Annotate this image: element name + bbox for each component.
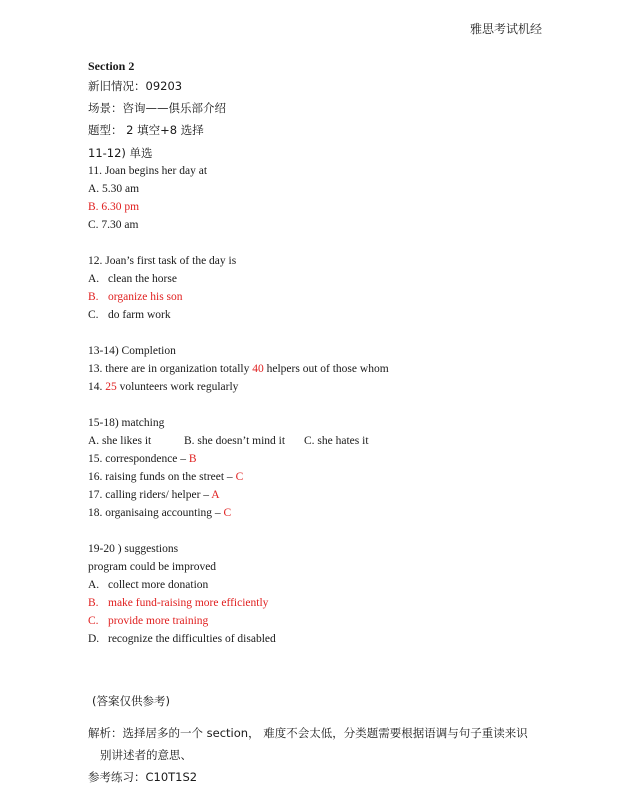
info-new-old: 新旧情况：09203 [88, 79, 183, 93]
q19-20-heading: 19-20 ) suggestions [88, 543, 179, 555]
q18-answer: C [223, 507, 232, 519]
q12-option-a [88, 270, 608, 288]
q19-20-option-a [88, 576, 608, 594]
q18-text: 18. organisaing accounting – [88, 507, 224, 519]
q14-before: 14. [88, 381, 106, 393]
option-letter: D. [88, 633, 100, 645]
q12-option-b-answer [88, 288, 608, 306]
analysis-line-1: 解析：选择居多的一个 section， 难度不会太低，分类题需要根据语调与句子重读来识 [88, 726, 528, 740]
option-text: do farm work [108, 309, 171, 321]
practice-reference: 参考练习：C10T1S2 [88, 770, 198, 784]
q14-after: volunteers work regularly [116, 381, 239, 393]
q19-20-option-d [88, 630, 608, 648]
q19-20-option-b-answer [88, 594, 608, 612]
info-scene: 场景：咨询——俱乐部介绍 [88, 101, 226, 115]
option-text: organize his son [108, 291, 183, 303]
choice-b: B. she doesn’t mind it [184, 435, 286, 447]
q13-14-heading: 13-14) Completion [88, 345, 176, 357]
page-header-title: 雅思考试机经 [470, 22, 543, 36]
option-text: clean the horse [108, 273, 177, 285]
q15-answer: B [188, 453, 197, 465]
analysis-line-2: 别讲述者的意思、 [100, 748, 192, 762]
q11-question: 11. Joan begins her day at [88, 165, 208, 177]
q16-answer: C [235, 471, 244, 483]
q17-text: 17. calling riders/ helper – [88, 489, 212, 501]
section-title: Section 2 [88, 59, 135, 73]
q16-line [88, 468, 608, 486]
q17-line [88, 486, 608, 504]
q19-20-option-c-answer [88, 612, 608, 630]
q11-12-heading: 11-12) 单选 [88, 146, 153, 160]
option-text: make fund-raising more efficiently [108, 597, 269, 609]
option-letter: C. [88, 615, 99, 627]
q19-20-stem: program could be improved [88, 561, 217, 573]
q12-question: 12. Joan’s first task of the day is [88, 255, 237, 267]
choice-c: C. she hates it [304, 435, 369, 447]
q11-option-a: A. 5.30 am [88, 183, 140, 195]
q15-text: 15. correspondence – [88, 453, 189, 465]
q15-18-heading: 15-18) matching [88, 417, 165, 429]
q12-option-c [88, 306, 608, 324]
option-text: recognize the difficulties of disabled [108, 633, 276, 645]
option-letter: A. [88, 579, 100, 591]
option-letter: B. [88, 291, 99, 303]
q11-option-c: C. 7.30 am [88, 219, 139, 231]
q15-18-choices [88, 432, 608, 450]
q13-line [88, 360, 608, 378]
q14-line [88, 378, 608, 396]
q15-line [88, 450, 608, 468]
q13-before: 13. there are in organization totally [88, 363, 253, 375]
option-letter: B. [88, 597, 99, 609]
option-text: provide more training [108, 615, 209, 627]
q13-after: helpers out of those whom [263, 363, 389, 375]
option-letter: C. [88, 309, 99, 321]
q13-answer: 40 [252, 363, 264, 375]
option-letter: A. [88, 273, 100, 285]
info-type: 题型： 2 填空+8 选择 [88, 123, 204, 137]
q11-option-b-answer: B. 6.30 pm [88, 201, 140, 213]
document-body [88, 57, 608, 788]
q18-line [88, 504, 608, 522]
answer-note: (答案仅供参考) [92, 694, 170, 708]
option-text: collect more donation [108, 579, 209, 591]
q14-answer: 25 [105, 381, 117, 393]
choice-a: A. she likes it [88, 435, 152, 447]
q16-text: 16. raising funds on the street – [88, 471, 236, 483]
q17-answer: A [211, 489, 220, 501]
